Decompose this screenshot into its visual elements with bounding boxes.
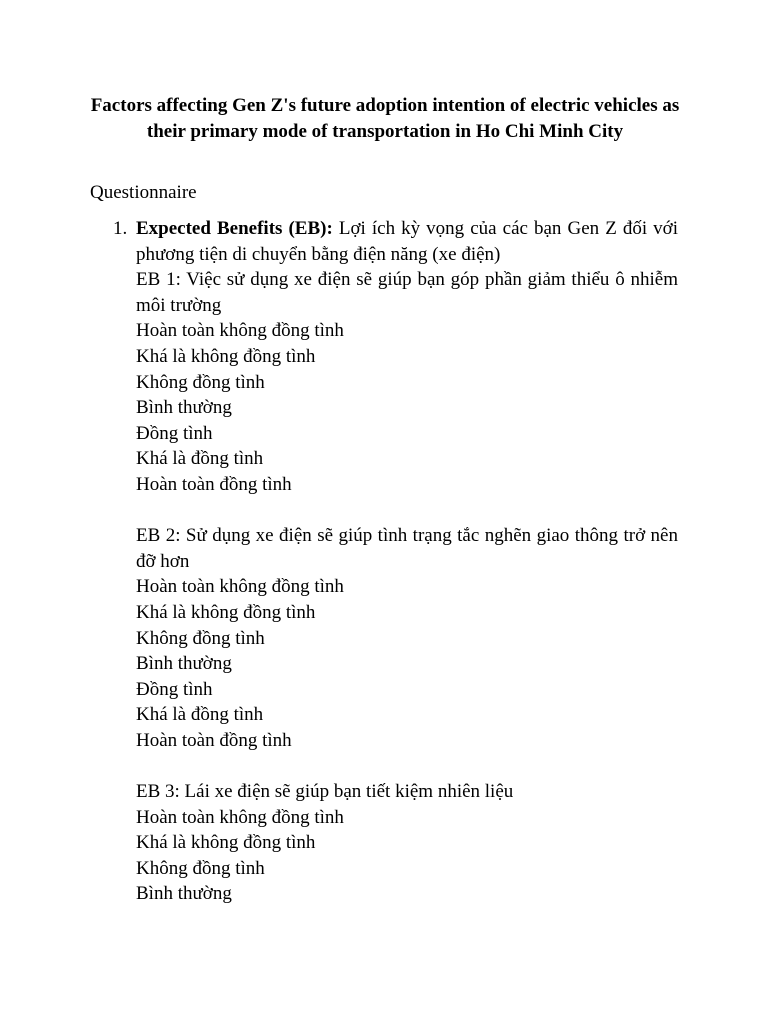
answer-option: Khá là đồng tình [136,704,264,726]
answer-option: Hoàn toàn đồng tình [136,729,292,751]
section-number: 1. [113,218,128,239]
answer-option: Khá là không đồng tình [136,601,316,623]
answer-option: Khá là đồng tình [136,448,264,470]
section-heading: Expected Benefits (EB): [136,218,333,239]
answer-option: Không đồng tình [136,627,265,649]
section-intro [136,216,678,267]
answer-option: Đồng tình [136,422,213,444]
section-expected-benefits [113,216,678,907]
question-text: EB 3: Lái xe điện sẽ giúp bạn tiết kiệm nhiên liệu [136,781,514,803]
document-subtitle: Questionnaire [90,182,197,203]
question-text: EB 2: Sử dụng xe điện sẽ giúp tình trạng tắc nghẽn giao thông trở nên đỡ hơn [136,525,678,572]
answer-option: Khá là không đồng tình [136,345,316,367]
answer-option: Bình thường [136,653,232,675]
answer-option: Bình thường [136,397,232,419]
blank-line [136,498,678,524]
answer-option: Bình thường [136,883,232,905]
question-block [136,523,678,753]
question-block [136,779,678,907]
document-title: Factors affecting Gen Z's future adoption intention of electric vehicles as their primary mode of transportation in Ho Chi Minh City [90,95,680,142]
answer-option: Hoàn toàn không đồng tình [136,320,344,342]
section-body [136,216,678,907]
section-intro-text: Lợi ích kỳ vọng của các bạn Gen Z đối với phương tiện di chuyển bằng điện năng (xe điện) [136,218,679,265]
answer-option: Không đồng tình [136,371,265,393]
answer-option: Không đồng tình [136,857,265,879]
answer-option: Khá là không đồng tình [136,832,316,854]
question-text: EB 1: Việc sử dụng xe điện sẽ giúp bạn góp phần giảm thiểu ô nhiễm môi trường [136,269,678,316]
answer-option: Đồng tình [136,678,213,700]
question-block [136,267,678,497]
blank-line [136,753,678,779]
answer-option: Hoàn toàn đồng tình [136,473,292,495]
answer-option: Hoàn toàn không đồng tình [136,806,344,828]
answer-option: Hoàn toàn không đồng tình [136,576,344,598]
